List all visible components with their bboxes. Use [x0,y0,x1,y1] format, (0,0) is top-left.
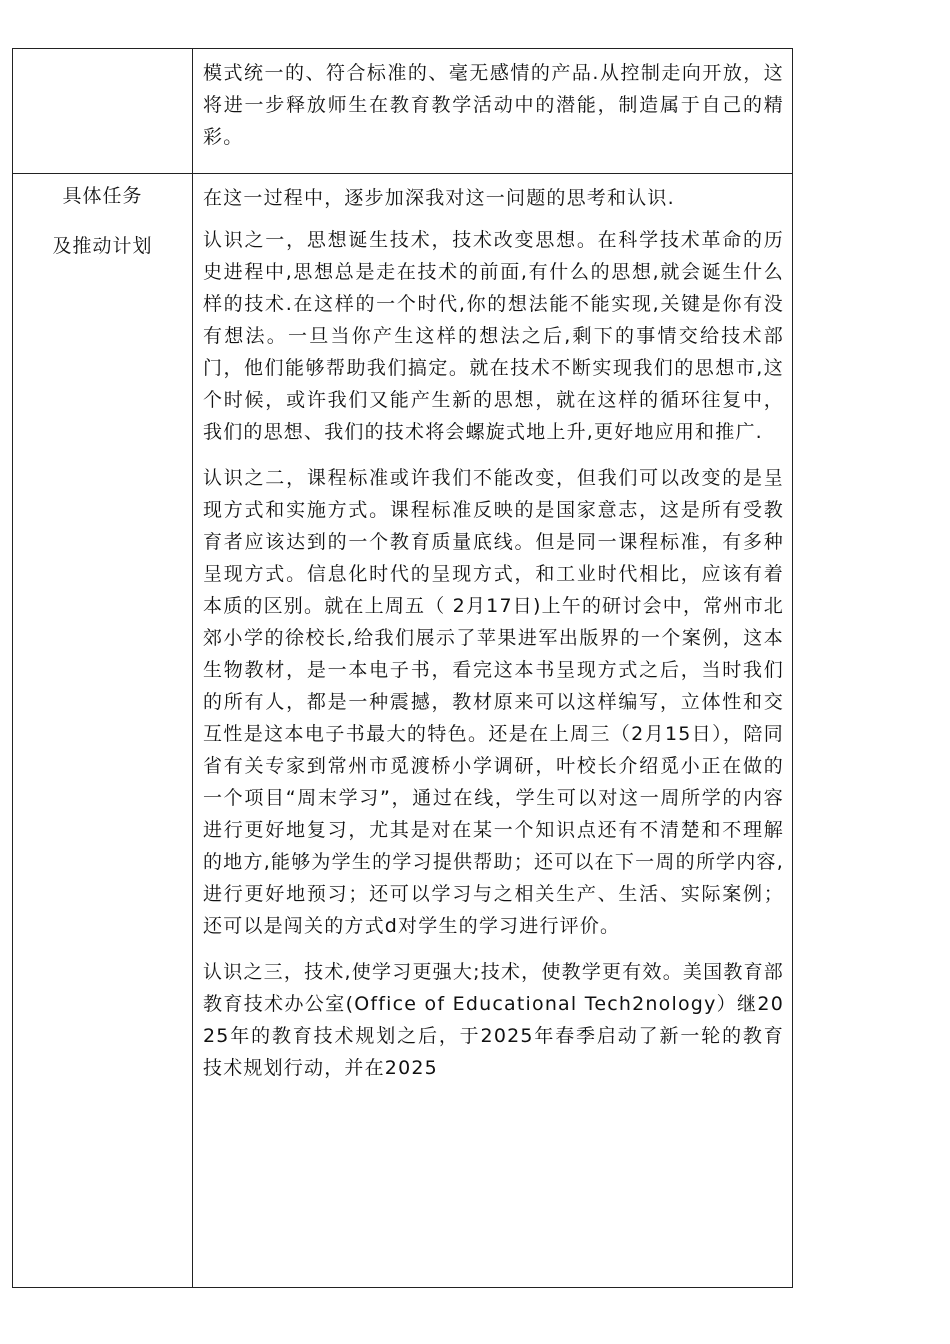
label-cell-task-plan [13,174,193,1288]
paragraph-point-3: 认识之三，技术,使学习更强大;技术，使教学更有效。美国教育部教育技术办公室(Office of Educational Tech2nology）继2025年的教育技术规划之后，于2025年春季启动了新一轮的教育技术规划行动，并在2025 [203,961,784,1079]
label-line-2: 及推动计划 [52,235,153,257]
paragraph-point-1: 认识之一，思想诞生技术，技术改变思想。在科学技术革命的历史进程中,思想总是走在技术的前面,有什么的思想,就会诞生什么样的技术.在这样的一个时代,你的想法能不能实现,关键是你有没有想法。一旦当你产生这样的想法之后,剩下的事情交给技术部门，他们能够帮助我们搞定。就在技术不断实现我们的思想市,这个时候，或许我们又能产生新的思想，就在这样的循环往复中，我们的思想、我们的技术将会螺旋式地上升,更好地应用和推广. [203,229,784,443]
paragraph-intro: 在这一过程中，逐步加深我对这一问题的思考和认识. [203,187,675,209]
body-cell-continuation [193,49,793,174]
label-line-1: 具体任务 [62,185,143,207]
table-row [13,174,793,1288]
label-cell-empty [13,49,193,174]
content-table [12,48,793,1288]
paragraph-continuation: 模式统一的、符合标准的、毫无感情的产品.从控制走向开放，这将进一步释放师生在教育教学活动中的潜能，制造属于自己的精彩。 [203,62,784,148]
table-row [13,49,793,174]
body-cell-task-plan [193,174,793,1288]
paragraph-point-2: 认识之二，课程标准或许我们不能改变，但我们可以改变的是呈现方式和实施方式。课程标准反映的是国家意志，这是所有受教育者应该达到的一个教育质量底线。但是同一课程标准，有多种呈现方式。信息化时代的呈现方式，和工业时代相比，应该有着本质的区别。就在上周五（ 2月17日)上午的研讨会中，常州市北郊小学的徐校长,给我们展示了苹果进军出版界的一个案例，这本生物教材，是一本电子书，看完这本书呈现方式之后，当时我们的所有人，都是一种震撼，教材原来可以这样编写，立体性和交互性是这本电子书最大的特色。还是在上周三（2月15日），陪同省有关专家到常州市觅渡桥小学调研，叶校长介绍觅小正在做的一个项目“周末学习”，通过在线，学生可以对这一周所学的内容进行更好地复习，尤其是对在某一个知识点还有不清楚和不理解的地方,能够为学生的学习提供帮助；还可以在下一周的所学内容,进行更好地预习；还可以学习与之相关生产、生活、实际案例；还可以是闯关的方式d对学生的学习进行评价。 [203,467,784,937]
